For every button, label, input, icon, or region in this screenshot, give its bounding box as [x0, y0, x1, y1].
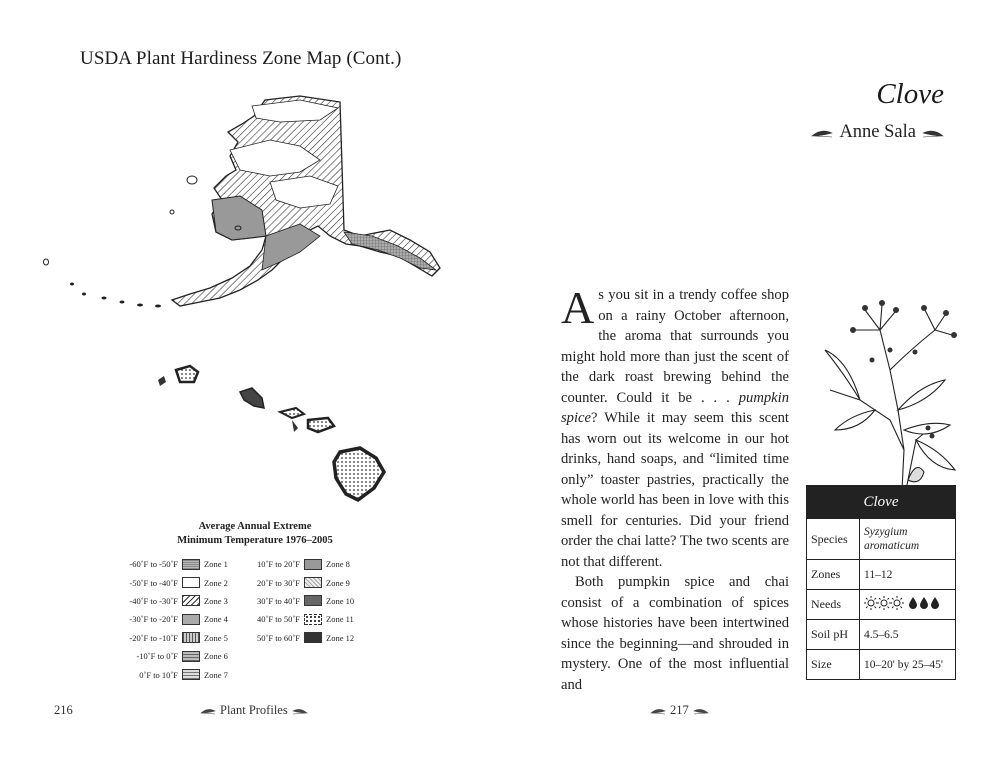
section-name: Plant Profiles: [220, 703, 288, 717]
water-drop-icon: [920, 597, 928, 609]
zone-swatch: [182, 595, 200, 606]
zone-swatch: [182, 632, 200, 643]
running-footer: [200, 703, 308, 718]
legend-row: 50˚F to 60˚F Zone 12: [257, 632, 355, 643]
zone-map: [0, 0, 500, 520]
alaska-map: [44, 96, 441, 308]
info-box-header: Clove: [807, 486, 955, 518]
leaf-ornament-icon: [693, 707, 709, 715]
zone-swatch: [304, 632, 322, 643]
zone-swatch: [304, 614, 322, 625]
zone-swatch: [182, 559, 200, 570]
author-line: [811, 122, 944, 143]
paragraph: As you sit in a trendy coffee shop on a rainy October afternoon, the aroma that surrounds you might hold more than just the scent of the dark roast brewing behind the counter. Could it be . . . pumpkin spice? While it may seem this scent has worn out its welcome in our hot drinks, hand soaps, and “limited time only” toaster pastries, practically the whole world has been in love with this smell for centuries. Did your friend order the chai latte? The two scents are not that different.: [561, 282, 789, 570]
table-row: Needs: [807, 590, 955, 620]
zone-swatch: [304, 595, 322, 606]
article-title: Clove: [876, 78, 944, 110]
zone-swatch: [304, 559, 322, 570]
legend-column-1: [118, 555, 228, 684]
needs-icons: [860, 590, 956, 620]
water-drop-icon: [931, 597, 939, 609]
right-page: [500, 0, 1000, 762]
legend-row: 20˚F to 30˚F Zone 9: [257, 577, 350, 588]
table-row: Size 10–20' by 25–45': [807, 650, 955, 680]
zone-swatch: [182, 614, 200, 625]
zone-swatch: [304, 577, 322, 588]
page-number-left: 216: [54, 703, 73, 717]
leaf-ornament-icon: [200, 707, 216, 715]
table-row: Species Syzygium aromaticum: [807, 519, 955, 560]
leaf-ornament-icon: [650, 707, 666, 715]
zone-swatch: [182, 651, 200, 662]
legend-row: -40˚F to -30˚F Zone 3: [129, 595, 228, 606]
table-row: Zones 11–12: [807, 560, 955, 590]
legend-title: Average Annual Extreme Minimum Temperature 1976–2005: [177, 521, 333, 546]
legend-row: 10˚F to 20˚F Zone 8: [257, 559, 350, 570]
leaf-ornament-icon: [922, 128, 944, 138]
sun-icon: [877, 596, 891, 610]
water-drop-icon: [909, 597, 917, 609]
legend-column-2: [246, 555, 354, 647]
map-title: USDA Plant Hardiness Zone Map (Cont.): [80, 48, 402, 69]
hawaii-map: [158, 366, 384, 500]
drop-cap: A: [561, 282, 595, 333]
legend-row: 40˚F to 50˚F Zone 11: [257, 614, 354, 625]
zone-swatch: [182, 669, 200, 680]
needs-icon-group: [864, 596, 942, 610]
legend-row: -10˚F to 0˚F Zone 6: [136, 651, 228, 662]
info-table: [807, 518, 955, 679]
legend-row: -50˚F to -40˚F Zone 2: [129, 577, 228, 588]
legend-row: -20˚F to -10˚F Zone 5: [129, 632, 228, 643]
author-name: Anne Sala: [839, 122, 916, 142]
zone-swatch: [182, 577, 200, 588]
sun-icon: [890, 596, 904, 610]
legend-row: -60˚F to -50˚F Zone 1: [129, 559, 228, 570]
leaf-ornament-icon: [292, 707, 308, 715]
sun-icon: [864, 596, 878, 610]
legend-row: -30˚F to -20˚F Zone 4: [129, 614, 228, 625]
clove-illustration: [820, 290, 960, 490]
leaf-ornament-icon: [811, 128, 833, 138]
legend-row: 0˚F to 10˚F Zone 7: [139, 669, 228, 680]
legend-row: 30˚F to 40˚F Zone 10: [257, 595, 355, 606]
plant-info-box: [806, 485, 956, 680]
table-row: Soil pH 4.5–6.5: [807, 620, 955, 650]
article-body: [561, 282, 789, 695]
page-number-right: 217: [650, 703, 709, 718]
paragraph: Both pumpkin spice and chai consist of a combination of spices whose histories have been intertwined since the beginning—and shrouded in mystery. One of the most influential and: [561, 574, 789, 693]
